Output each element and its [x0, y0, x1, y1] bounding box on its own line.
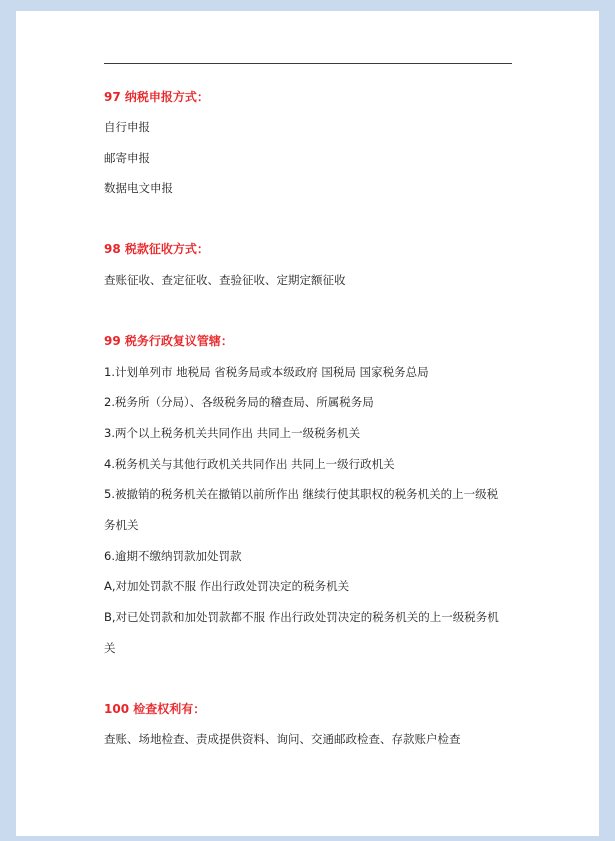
section-97-line-3: 数据电文申报 — [104, 181, 173, 195]
section-100-line-1: 查账、场地检查、责成提供资料、询问、交通邮政检查、存款账户检查 — [104, 732, 461, 746]
section-97-line-1: 自行申报 — [104, 120, 150, 134]
section-99-line-3: 3.两个以上税务机关共同作出 共同上一级税务机关 — [104, 426, 361, 440]
section-99-line-8: A,对加处罚款不服 作出行政处罚决定的税务机关 — [104, 579, 350, 593]
top-divider — [104, 63, 512, 64]
section-heading-100: 100 检查权利有： — [104, 702, 206, 716]
section-heading-97: 97 纳税申报方式： — [104, 90, 209, 104]
section-99-line-1: 1.计划单列市 地税局 省税务局或本级政府 国税局 国家税务总局 — [104, 365, 429, 379]
section-99-line-2: 2.税务所（分局）、各级税务局的稽查局、所属税务局 — [104, 395, 374, 409]
section-97-line-2: 邮寄申报 — [104, 151, 150, 165]
document-page — [16, 11, 599, 836]
section-99-line-5: 5.被撤销的税务机关在撤销以前所作出 继续行使其职权的税务机关的上一级税 — [104, 487, 499, 501]
section-heading-98: 98 税款征收方式： — [104, 242, 209, 256]
section-heading-99: 99 税务行政复议管辖： — [104, 334, 233, 348]
section-99-line-9: B,对已处罚款和加处罚款都不服 作出行政处罚决定的税务机关的上一级税务机 — [104, 610, 499, 624]
section-99-line-10: 关 — [104, 641, 116, 655]
section-99-line-4: 4.税务机关与其他行政机关共同作出 共同上一级行政机关 — [104, 457, 395, 471]
section-98-line-1: 查账征收、查定征收、查验征收、定期定额征收 — [104, 273, 346, 287]
section-99-line-7: 6.逾期不缴纳罚款加处罚款 — [104, 549, 242, 563]
section-99-line-6: 务机关 — [104, 518, 139, 532]
